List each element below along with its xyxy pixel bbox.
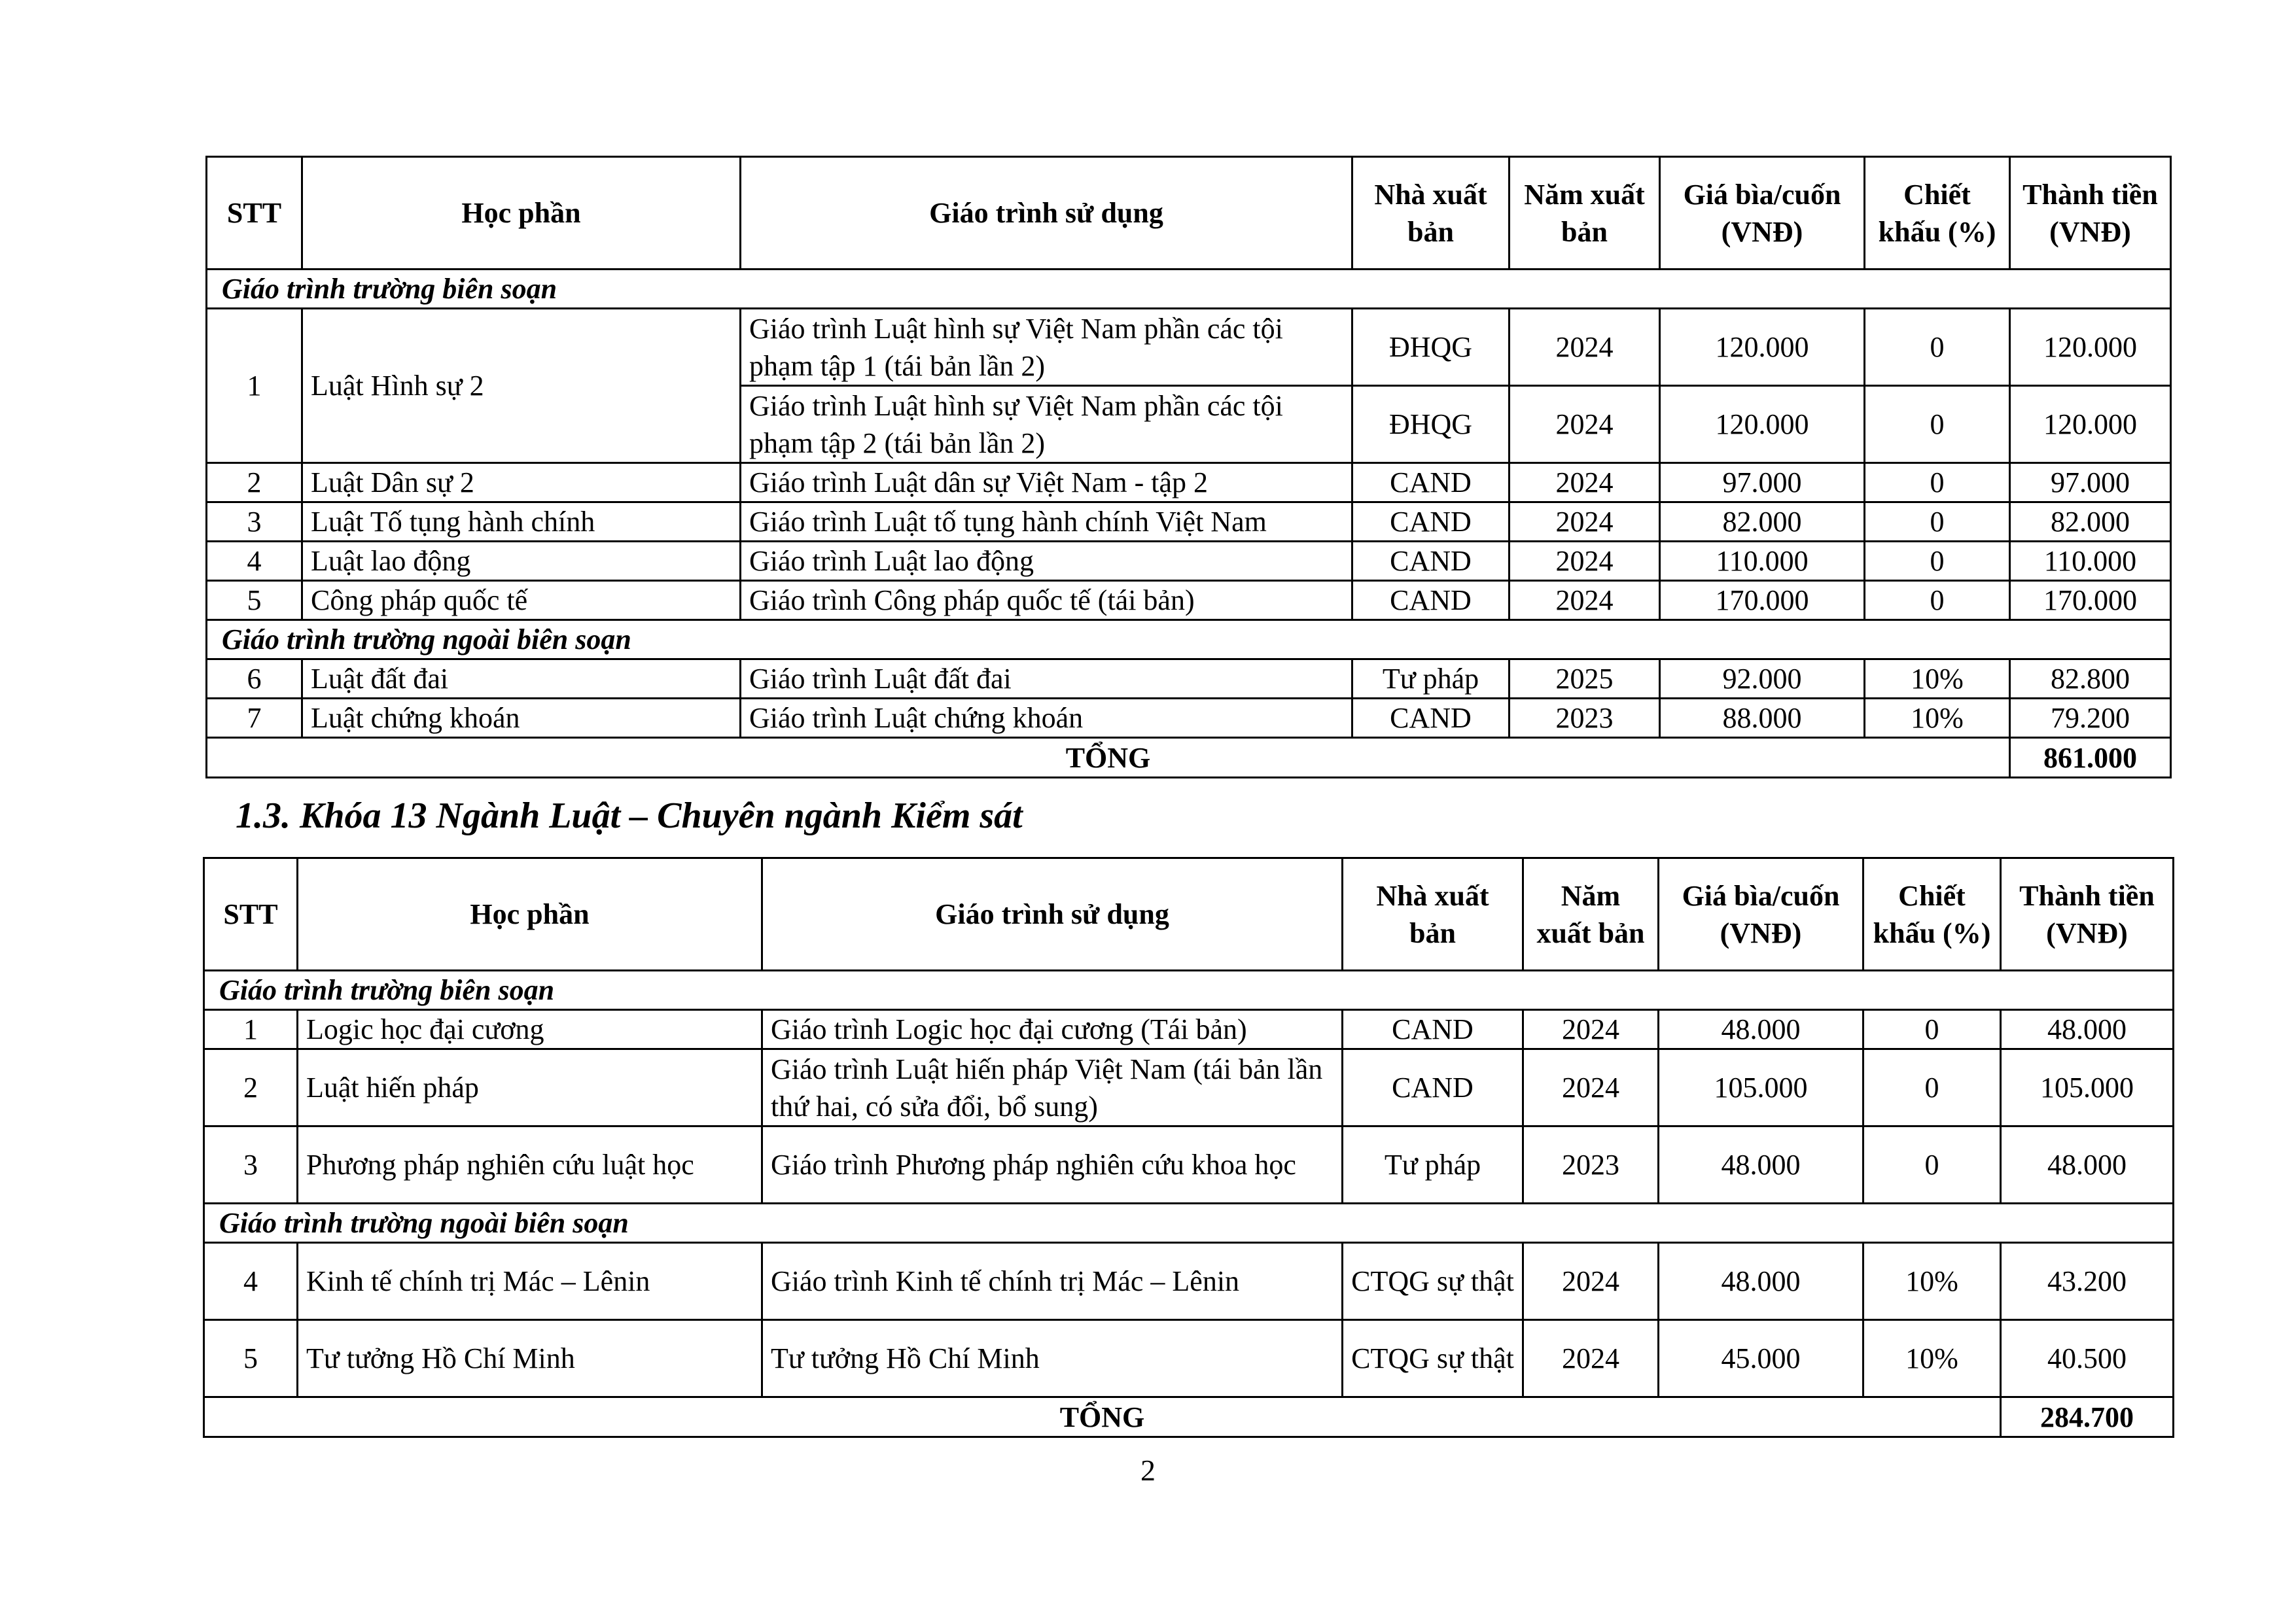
publisher-cell: CTQG sự thật bbox=[1343, 1320, 1523, 1397]
table-row bbox=[204, 1243, 2174, 1320]
discount-cell: 0 bbox=[1863, 1049, 2001, 1126]
course-cell: Luật hiến pháp bbox=[298, 1049, 762, 1126]
textbook-cell: Giáo trình Logic học đại cương (Tái bản) bbox=[762, 1010, 1343, 1049]
total-cell: 82.000 bbox=[2010, 502, 2171, 542]
price-cell: 48.000 bbox=[1659, 1126, 1863, 1204]
course-cell: Kinh tế chính trị Mác – Lênin bbox=[298, 1243, 762, 1320]
total-row bbox=[204, 1397, 2174, 1437]
section-external-label: Giáo trình trường ngoài biên soạn bbox=[207, 620, 2171, 659]
section-row bbox=[204, 1204, 2174, 1243]
textbook-cell: Tư tưởng Hồ Chí Minh bbox=[762, 1320, 1343, 1397]
header-publisher: Nhà xuất bản bbox=[1343, 858, 1523, 971]
discount-cell: 0 bbox=[1863, 1126, 2001, 1204]
header-stt: STT bbox=[204, 858, 298, 971]
discount-cell: 10% bbox=[1863, 1243, 2001, 1320]
price-cell: 92.000 bbox=[1660, 659, 1865, 699]
publisher-cell: CAND bbox=[1352, 502, 1510, 542]
course-cell: Công pháp quốc tế bbox=[302, 581, 741, 620]
discount-cell: 10% bbox=[1865, 699, 2010, 738]
section-internal-label: Giáo trình trường biên soạn bbox=[204, 971, 2174, 1010]
section-heading: 1.3. Khóa 13 Ngành Luật – Chuyên ngành Kiểm sát bbox=[236, 795, 1023, 836]
price-cell: 120.000 bbox=[1660, 309, 1865, 386]
year-cell: 2024 bbox=[1523, 1010, 1659, 1049]
section-row bbox=[204, 971, 2174, 1010]
stt-cell: 2 bbox=[204, 1049, 298, 1126]
table-row bbox=[207, 502, 2171, 542]
price-cell: 110.000 bbox=[1660, 542, 1865, 581]
header-total: Thành tiền (VNĐ) bbox=[2001, 858, 2174, 971]
header-course: Học phần bbox=[302, 157, 741, 270]
course-cell: Tư tưởng Hồ Chí Minh bbox=[298, 1320, 762, 1397]
discount-cell: 0 bbox=[1863, 1010, 2001, 1049]
header-course: Học phần bbox=[298, 858, 762, 971]
stt-cell: 1 bbox=[204, 1010, 298, 1049]
price-cell: 48.000 bbox=[1659, 1243, 1863, 1320]
course-cell: Phương pháp nghiên cứu luật học bbox=[298, 1126, 762, 1204]
course-cell: Logic học đại cương bbox=[298, 1010, 762, 1049]
year-cell: 2024 bbox=[1523, 1320, 1659, 1397]
section-external-label: Giáo trình trường ngoài biên soạn bbox=[204, 1204, 2174, 1243]
year-cell: 2024 bbox=[1510, 463, 1660, 502]
table-row bbox=[204, 1126, 2174, 1204]
year-cell: 2023 bbox=[1510, 699, 1660, 738]
discount-cell: 0 bbox=[1865, 542, 2010, 581]
discount-cell: 0 bbox=[1865, 309, 2010, 386]
textbook-cell: Giáo trình Luật lao động bbox=[741, 542, 1352, 581]
section-row bbox=[207, 620, 2171, 659]
total-row bbox=[207, 738, 2171, 778]
stt-cell: 5 bbox=[207, 581, 302, 620]
textbook-cell: Giáo trình Luật chứng khoán bbox=[741, 699, 1352, 738]
price-cell: 45.000 bbox=[1659, 1320, 1863, 1397]
table-row bbox=[207, 659, 2171, 699]
textbook-cell: Giáo trình Luật đất đai bbox=[741, 659, 1352, 699]
textbook-cell: Giáo trình Công pháp quốc tế (tái bản) bbox=[741, 581, 1352, 620]
year-cell: 2024 bbox=[1510, 386, 1660, 463]
year-cell: 2024 bbox=[1510, 502, 1660, 542]
price-cell: 97.000 bbox=[1660, 463, 1865, 502]
total-cell: 40.500 bbox=[2001, 1320, 2174, 1397]
section-row bbox=[207, 270, 2171, 309]
publisher-cell: CAND bbox=[1343, 1010, 1523, 1049]
total-cell: 110.000 bbox=[2010, 542, 2171, 581]
year-cell: 2024 bbox=[1510, 309, 1660, 386]
header-year: Năm xuất bản bbox=[1510, 157, 1660, 270]
year-cell: 2024 bbox=[1523, 1243, 1659, 1320]
price-cell: 120.000 bbox=[1660, 386, 1865, 463]
stt-cell: 4 bbox=[204, 1243, 298, 1320]
stt-cell: 2 bbox=[207, 463, 302, 502]
course-cell: Luật Hình sự 2 bbox=[302, 309, 741, 463]
publisher-cell: CAND bbox=[1352, 542, 1510, 581]
total-value: 284.700 bbox=[2001, 1397, 2174, 1437]
stt-cell: 5 bbox=[204, 1320, 298, 1397]
header-price: Giá bìa/cuốn (VNĐ) bbox=[1660, 157, 1865, 270]
textbook-cell: Giáo trình Luật tố tụng hành chính Việt Nam bbox=[741, 502, 1352, 542]
publisher-cell: CAND bbox=[1352, 463, 1510, 502]
discount-cell: 10% bbox=[1863, 1320, 2001, 1397]
year-cell: 2025 bbox=[1510, 659, 1660, 699]
textbook-table-1 bbox=[205, 156, 2172, 778]
header-textbook: Giáo trình sử dụng bbox=[762, 858, 1343, 971]
stt-cell: 3 bbox=[204, 1126, 298, 1204]
publisher-cell: CTQG sự thật bbox=[1343, 1243, 1523, 1320]
publisher-cell: CAND bbox=[1352, 699, 1510, 738]
stt-cell: 3 bbox=[207, 502, 302, 542]
header-price: Giá bìa/cuốn (VNĐ) bbox=[1659, 858, 1863, 971]
textbook-cell: Giáo trình Luật hình sự Việt Nam phần các tội phạm tập 1 (tái bản lần 2) bbox=[741, 309, 1352, 386]
total-value: 861.000 bbox=[2010, 738, 2171, 778]
table-row bbox=[204, 1010, 2174, 1049]
year-cell: 2024 bbox=[1510, 542, 1660, 581]
year-cell: 2024 bbox=[1523, 1049, 1659, 1126]
textbook-cell: Giáo trình Luật hiến pháp Việt Nam (tái bản lần thứ hai, có sửa đổi, bổ sung) bbox=[762, 1049, 1343, 1126]
table-header-row bbox=[204, 858, 2174, 971]
stt-cell: 7 bbox=[207, 699, 302, 738]
page-number: 2 bbox=[1140, 1454, 1156, 1487]
total-label: TỔNG bbox=[204, 1397, 2001, 1437]
total-cell: 48.000 bbox=[2001, 1010, 2174, 1049]
course-cell: Luật Dân sự 2 bbox=[302, 463, 741, 502]
publisher-cell: CAND bbox=[1343, 1049, 1523, 1126]
price-cell: 170.000 bbox=[1660, 581, 1865, 620]
table-header-row bbox=[207, 157, 2171, 270]
header-year: Năm xuất bản bbox=[1523, 858, 1659, 971]
total-cell: 43.200 bbox=[2001, 1243, 2174, 1320]
stt-cell: 6 bbox=[207, 659, 302, 699]
price-cell: 105.000 bbox=[1659, 1049, 1863, 1126]
price-cell: 82.000 bbox=[1660, 502, 1865, 542]
textbook-cell: Giáo trình Phương pháp nghiên cứu khoa học bbox=[762, 1126, 1343, 1204]
publisher-cell: Tư pháp bbox=[1352, 659, 1510, 699]
table-row bbox=[207, 463, 2171, 502]
publisher-cell: ĐHQG bbox=[1352, 309, 1510, 386]
discount-cell: 0 bbox=[1865, 386, 2010, 463]
course-cell: Luật Tố tụng hành chính bbox=[302, 502, 741, 542]
header-total: Thành tiền (VNĐ) bbox=[2010, 157, 2171, 270]
table-row bbox=[207, 699, 2171, 738]
total-cell: 97.000 bbox=[2010, 463, 2171, 502]
textbook-table-2 bbox=[203, 857, 2174, 1438]
total-cell: 120.000 bbox=[2010, 386, 2171, 463]
table-row bbox=[204, 1049, 2174, 1126]
discount-cell: 10% bbox=[1865, 659, 2010, 699]
discount-cell: 0 bbox=[1865, 502, 2010, 542]
table-row bbox=[207, 542, 2171, 581]
price-cell: 48.000 bbox=[1659, 1010, 1863, 1049]
textbook-cell: Giáo trình Luật hình sự Việt Nam phần các tội phạm tập 2 (tái bản lần 2) bbox=[741, 386, 1352, 463]
stt-cell: 1 bbox=[207, 309, 302, 463]
total-cell: 170.000 bbox=[2010, 581, 2171, 620]
course-cell: Luật đất đai bbox=[302, 659, 741, 699]
total-cell: 120.000 bbox=[2010, 309, 2171, 386]
total-label: TỔNG bbox=[207, 738, 2010, 778]
total-cell: 79.200 bbox=[2010, 699, 2171, 738]
course-cell: Luật chứng khoán bbox=[302, 699, 741, 738]
header-stt: STT bbox=[207, 157, 302, 270]
year-cell: 2023 bbox=[1523, 1126, 1659, 1204]
year-cell: 2024 bbox=[1510, 581, 1660, 620]
total-cell: 82.800 bbox=[2010, 659, 2171, 699]
publisher-cell: CAND bbox=[1352, 581, 1510, 620]
publisher-cell: Tư pháp bbox=[1343, 1126, 1523, 1204]
table-row bbox=[204, 1320, 2174, 1397]
header-discount: Chiết khấu (%) bbox=[1865, 157, 2010, 270]
course-cell: Luật lao động bbox=[302, 542, 741, 581]
discount-cell: 0 bbox=[1865, 581, 2010, 620]
table-row bbox=[207, 309, 2171, 386]
price-cell: 88.000 bbox=[1660, 699, 1865, 738]
discount-cell: 0 bbox=[1865, 463, 2010, 502]
textbook-cell: Giáo trình Kinh tế chính trị Mác – Lênin bbox=[762, 1243, 1343, 1320]
table-row bbox=[207, 581, 2171, 620]
header-textbook: Giáo trình sử dụng bbox=[741, 157, 1352, 270]
textbook-cell: Giáo trình Luật dân sự Việt Nam - tập 2 bbox=[741, 463, 1352, 502]
section-internal-label: Giáo trình trường biên soạn bbox=[207, 270, 2171, 309]
stt-cell: 4 bbox=[207, 542, 302, 581]
total-cell: 105.000 bbox=[2001, 1049, 2174, 1126]
header-publisher: Nhà xuất bản bbox=[1352, 157, 1510, 270]
total-cell: 48.000 bbox=[2001, 1126, 2174, 1204]
publisher-cell: ĐHQG bbox=[1352, 386, 1510, 463]
header-discount: Chiết khấu (%) bbox=[1863, 858, 2001, 971]
